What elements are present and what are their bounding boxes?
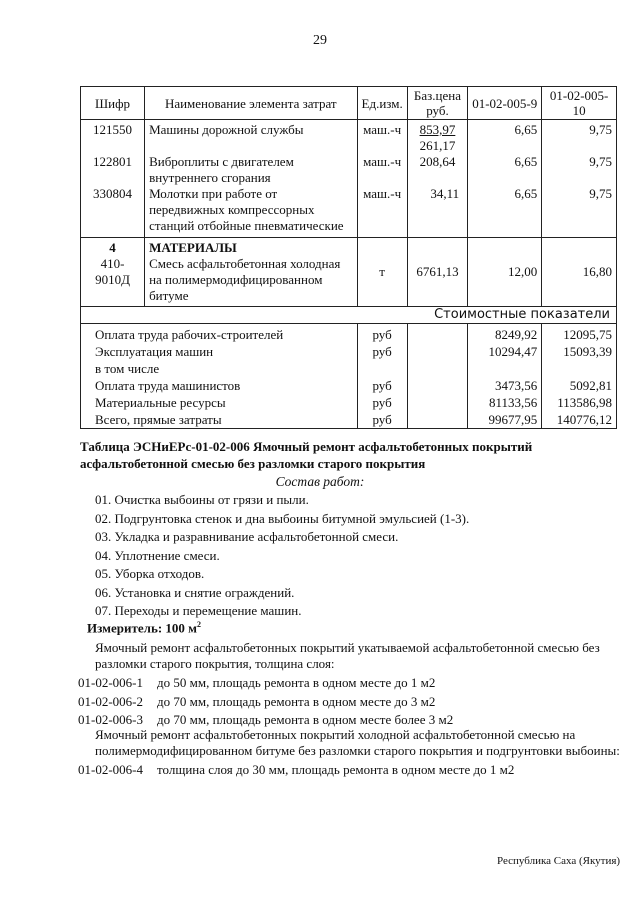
materials-code-cell bbox=[81, 238, 145, 307]
work-item: 07. Переходы и перемещение машин. bbox=[95, 603, 302, 618]
row-unit: маш.-ч bbox=[357, 154, 407, 186]
summary-name: в том числе bbox=[95, 361, 160, 376]
row-code: 122801 bbox=[93, 154, 133, 169]
row-unit: маш.-ч bbox=[357, 186, 407, 238]
row-name: Виброплиты с двигателем внутреннего сгорания bbox=[145, 154, 357, 186]
rate-code: 01-02-006-1 bbox=[78, 675, 143, 690]
rate-item bbox=[78, 761, 514, 780]
cost-indicators-label: Стоимостные показатели bbox=[81, 307, 617, 324]
meter-text: Измеритель: 100 м bbox=[87, 620, 198, 636]
materials-code: 410-9010Д bbox=[95, 256, 130, 287]
rate-code: 01-02-006-4 bbox=[78, 762, 143, 777]
group2-description: Ямочный ремонт асфальтобетонных покрытий холодной асфальтобетонной смесью на полимермодифицированном битуме без разломки старого покрытия и подгрунтовки выбоины: bbox=[95, 727, 620, 758]
work-item: 01. Очистка выбоины от грязи и пыли. bbox=[95, 492, 309, 507]
header-col2: 01-02-005-10 bbox=[542, 87, 617, 120]
materials-section-no: 4 bbox=[109, 240, 116, 255]
work-item: 03. Укладка и разравнивание асфальтобетонной смеси. bbox=[95, 529, 399, 544]
summary-unit: руб bbox=[357, 394, 407, 411]
header-unit: Ед.изм. bbox=[357, 87, 407, 120]
work-item: 02. Подгрунтовка стенок и дна выбоины битумной эмульсией (1-3). bbox=[95, 510, 470, 526]
materials-name: Смесь асфальтобетонная холодная на полимермодифицированном битуме bbox=[149, 256, 341, 303]
row-code: 330804 bbox=[93, 186, 133, 201]
row-price bbox=[407, 120, 467, 155]
header-code: Шифр bbox=[81, 87, 145, 120]
summary-price bbox=[407, 324, 467, 344]
table-row bbox=[81, 186, 617, 238]
works-heading: Состав работ: bbox=[275, 474, 365, 489]
rate-text: до 70 мм, площадь ремонта в одном месте более 3 м2 bbox=[157, 712, 454, 727]
rate-code: 01-02-006-2 bbox=[78, 693, 143, 709]
price-value: 853,97 bbox=[419, 122, 456, 137]
rate-item bbox=[78, 674, 453, 693]
row-name: Молотки при работе от передвижных компрессорных станций отбойные пневматические bbox=[145, 186, 357, 238]
work-item: 05. Уборка отходов. bbox=[95, 566, 205, 581]
table-header-row bbox=[81, 87, 617, 120]
page-number: 29 bbox=[313, 33, 327, 48]
summary-row bbox=[81, 360, 617, 377]
row-code: 121550 bbox=[93, 122, 133, 137]
summary-unit: руб bbox=[357, 411, 407, 429]
summary-price bbox=[407, 394, 467, 411]
cost-indicators-row bbox=[81, 307, 617, 324]
summary-value-2 bbox=[542, 360, 617, 377]
summary-row bbox=[81, 377, 617, 394]
work-item: 06. Установка и снятие ограждений. bbox=[95, 584, 295, 600]
materials-unit: т bbox=[357, 238, 407, 307]
work-item: 04. Уплотнение смеси. bbox=[95, 547, 220, 563]
materials-name-cell bbox=[145, 238, 357, 307]
section-title: Таблица ЭСНиЕРс-01-02-006 Ямочный ремонт асфальтобетонных покрытий асфальтобетонной смесью без разломки старого покрытия bbox=[80, 439, 533, 471]
summary-value-2: 5092,81 bbox=[542, 377, 617, 394]
summary-row bbox=[81, 324, 617, 344]
summary-name: Эксплуатация машин bbox=[95, 344, 214, 359]
row-value-2: 9,75 bbox=[542, 154, 617, 186]
row-price: 208,64 bbox=[407, 154, 467, 186]
summary-name: Оплата труда рабочих-строителей bbox=[81, 324, 358, 344]
row-price: 34,11 bbox=[407, 186, 467, 238]
header-col1: 01-02-005-9 bbox=[468, 87, 542, 120]
summary-price bbox=[407, 411, 467, 429]
materials-value-1: 12,00 bbox=[468, 238, 542, 307]
row-value-1: 6,65 bbox=[468, 186, 542, 238]
summary-value-1: 8249,92 bbox=[468, 324, 542, 344]
summary-value-2: 140776,12 bbox=[542, 411, 617, 429]
materials-price: 6761,13 bbox=[407, 238, 467, 307]
summary-value-1: 99677,95 bbox=[468, 411, 542, 429]
summary-row bbox=[81, 343, 617, 360]
meter-superscript: 2 bbox=[197, 620, 202, 629]
summary-value-2: 15093,39 bbox=[542, 343, 617, 360]
materials-value-2: 16,80 bbox=[542, 238, 617, 307]
materials-row bbox=[81, 238, 617, 307]
summary-name: Материальные ресурсы bbox=[95, 395, 226, 410]
footer-region: Республика Саха (Якутия) bbox=[497, 855, 621, 867]
row-value-1: 6,65 bbox=[468, 120, 542, 155]
summary-name: Оплата труда машинистов bbox=[95, 378, 241, 393]
summary-price bbox=[407, 377, 467, 394]
rate-item bbox=[78, 693, 453, 712]
header-name: Наименование элемента затрат bbox=[145, 87, 357, 120]
cost-table bbox=[80, 86, 617, 429]
summary-value-1: 81133,56 bbox=[468, 394, 542, 411]
summary-row bbox=[81, 411, 617, 429]
rate-text: толщина слоя до 30 мм, площадь ремонта в одном месте до 1 м2 bbox=[157, 762, 515, 777]
rate-text: до 70 мм, площадь ремонта в одном месте до 3 м2 bbox=[157, 693, 436, 709]
row-value-2: 9,75 bbox=[542, 120, 617, 155]
table-row bbox=[81, 120, 617, 155]
rate-code: 01-02-006-3 bbox=[78, 712, 143, 727]
summary-unit: руб bbox=[357, 343, 407, 360]
summary-price bbox=[407, 343, 467, 360]
group2-items bbox=[78, 761, 514, 780]
summary-unit bbox=[357, 360, 407, 377]
summary-value-1 bbox=[468, 360, 542, 377]
summary-value-2: 12095,75 bbox=[542, 324, 617, 344]
summary-unit: руб bbox=[357, 377, 407, 394]
works-list bbox=[95, 491, 469, 621]
price-value-2: 261,17 bbox=[419, 138, 456, 153]
summary-row bbox=[81, 394, 617, 411]
row-name: Машины дорожной службы bbox=[145, 120, 357, 155]
header-price: Баз.цена руб. bbox=[407, 87, 467, 120]
row-unit: маш.-ч bbox=[357, 120, 407, 155]
summary-name: Всего, прямые затраты bbox=[95, 412, 222, 427]
group1-items bbox=[78, 674, 453, 730]
summary-unit: руб bbox=[357, 324, 407, 344]
summary-value-1: 10294,47 bbox=[468, 343, 542, 360]
table-row bbox=[81, 154, 617, 186]
summary-value-2: 113586,98 bbox=[542, 394, 617, 411]
row-value-2: 9,75 bbox=[542, 186, 617, 238]
summary-value-1: 3473,56 bbox=[468, 377, 542, 394]
meter-label bbox=[87, 620, 201, 636]
row-value-1: 6,65 bbox=[468, 154, 542, 186]
group1-description: Ямочный ремонт асфальтобетонных покрытий укатываемой асфальтобетонной смесью без разломки старого покрытия, толщина слоя: bbox=[95, 640, 600, 671]
materials-section-title: МАТЕРИАЛЫ bbox=[149, 240, 237, 255]
summary-price bbox=[407, 360, 467, 377]
rate-text: до 50 мм, площадь ремонта в одном месте до 1 м2 bbox=[157, 675, 436, 690]
